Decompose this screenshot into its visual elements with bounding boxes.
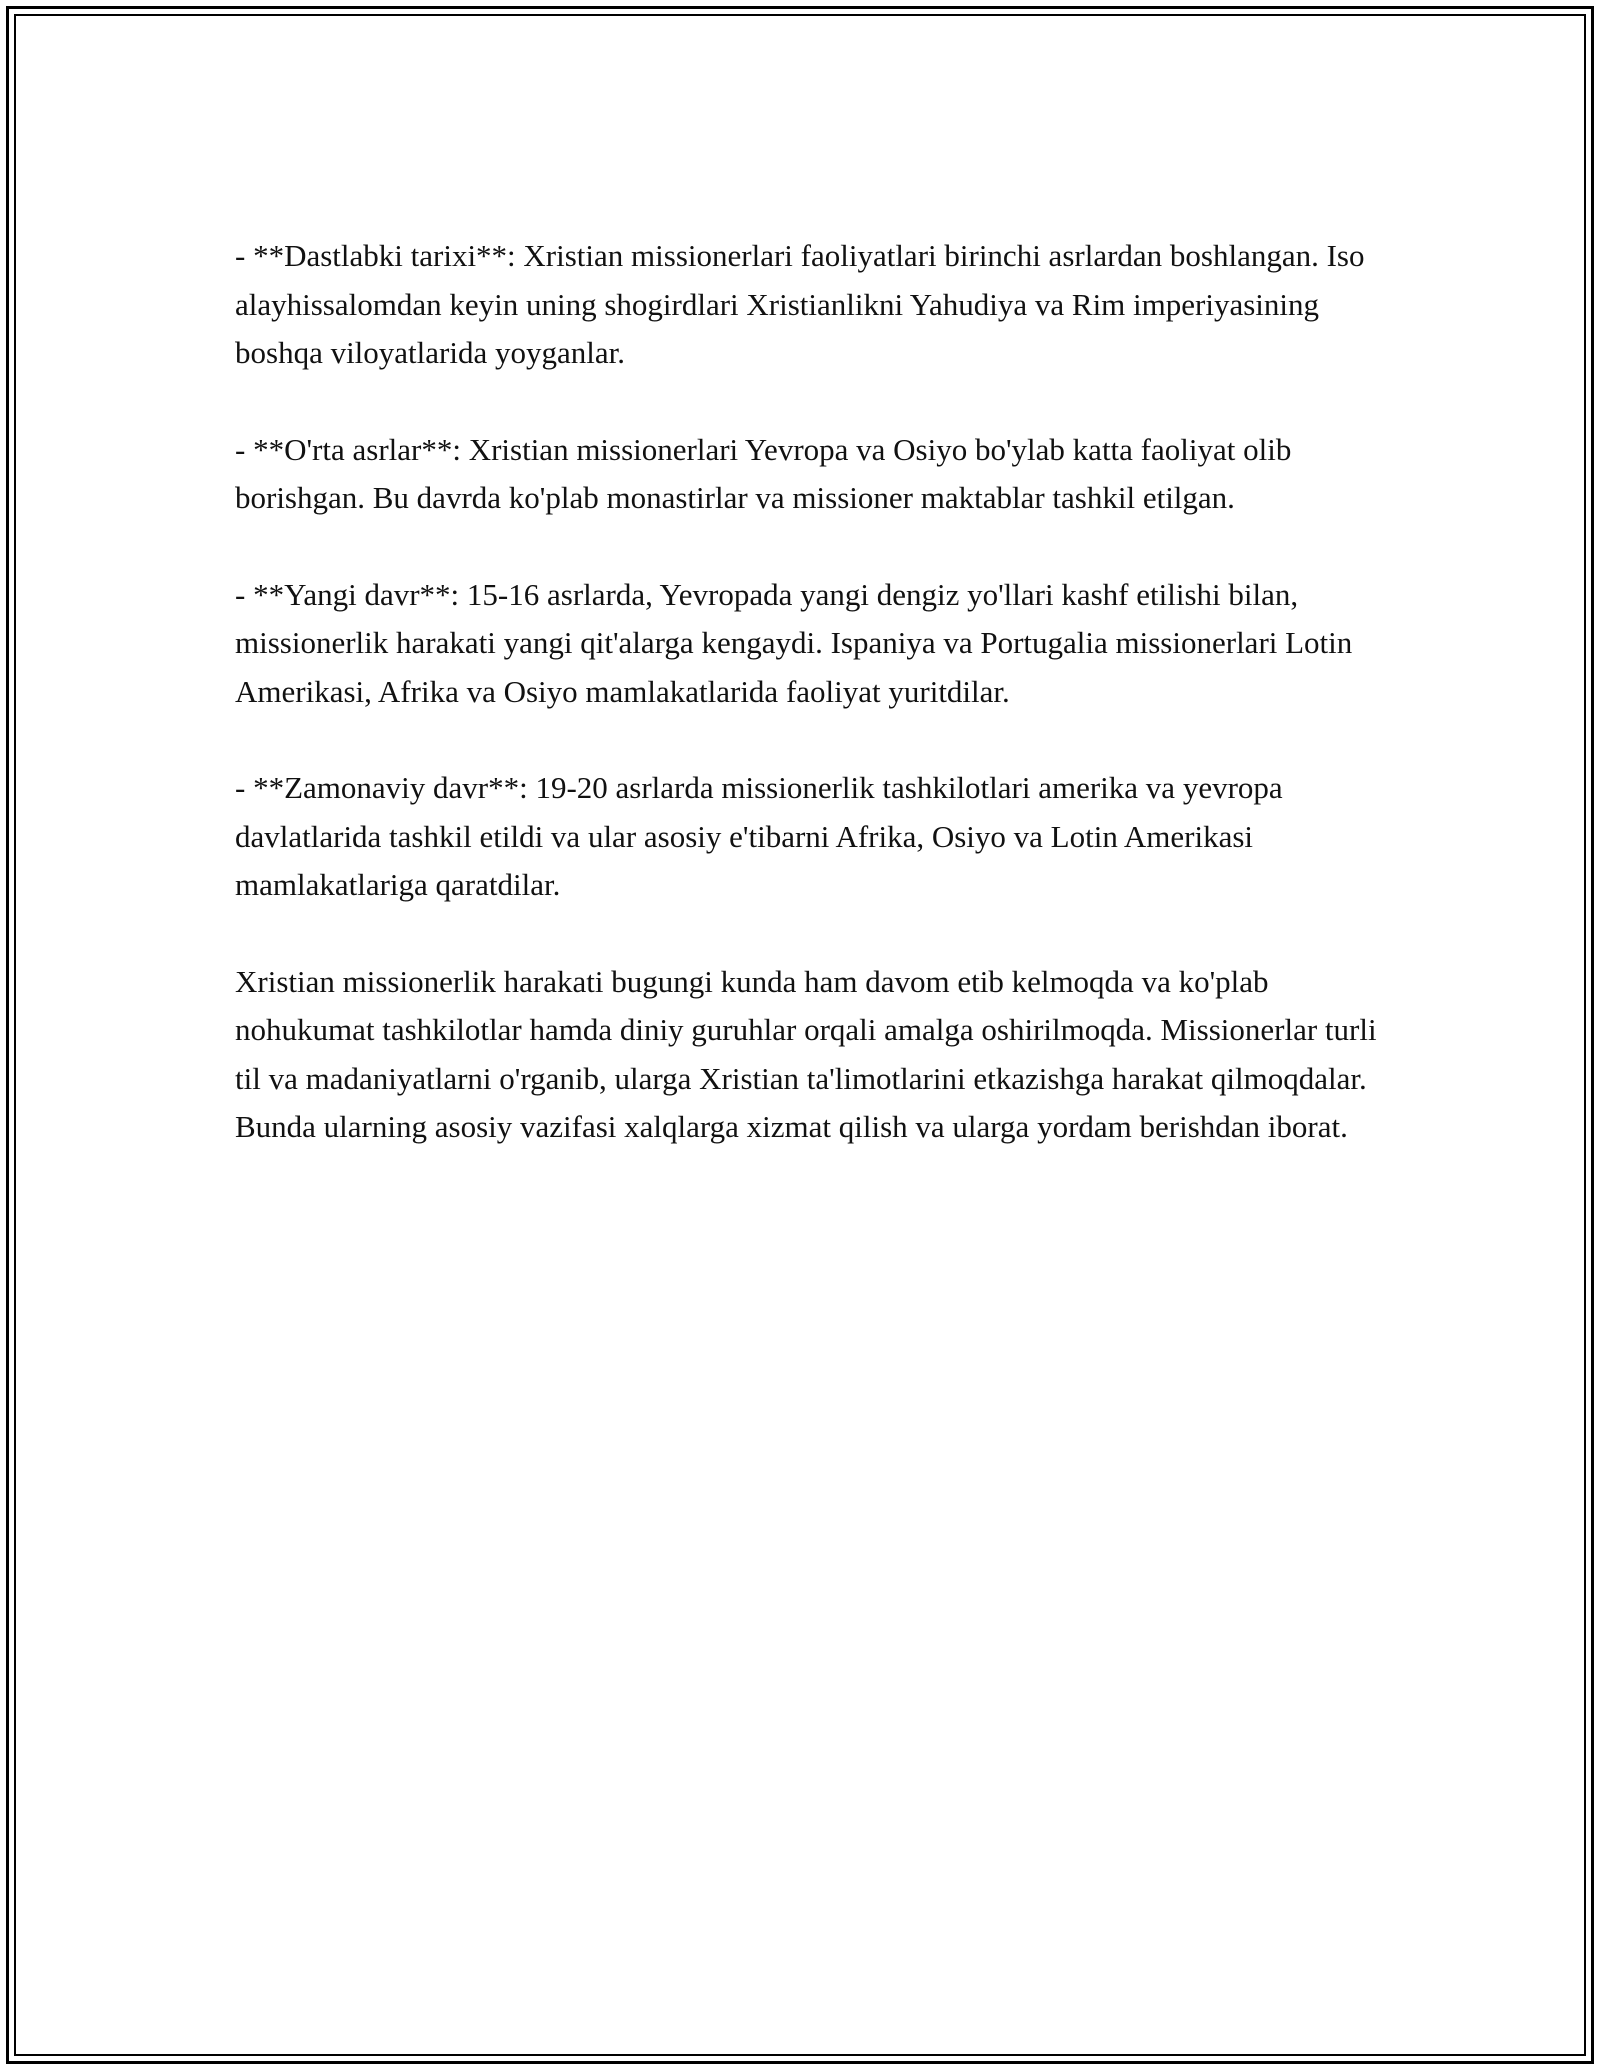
paragraph-dastlabki-tarixi: - **Dastlabki tarixi**: Xristian missionerlari faoliyatlari birinchi asrlardan boshlangan. Iso alayhissalomdan keyin uning shogirdlari Xristianlikni Yahudiya va Rim imperiyasining boshqa viloyatlarida yoyganlar.	[235, 238, 1365, 370]
paragraph-conclusion: Xristian missionerlik harakati bugungi kunda ham davom etib kelmoqda va ko'plab nohukumat tashkilotlar hamda diniy guruhlar orqali amalga oshirilmoqda. Missionerlar turli til va madaniyatlarni o'rganib, ularga Xristian ta'limotlarini etkazishga harakat qilmoqdalar. Bunda ularning asosiy vazifasi xalqlarga xizmat qilish va ularga yordam berishdan iborat.	[235, 963, 1377, 1144]
document-body	[235, 232, 1385, 1200]
paragraph-orta-asrlar: - **O'rta asrlar**: Xristian missionerlari Yevropa va Osiyo bo'ylab katta faoliyat olib borishgan. Bu davrda ko'plab monastirlar va missioner maktablar tashkil etilgan.	[235, 431, 1292, 515]
paragraph-yangi-davr: - **Yangi davr**: 15-16 asrlarda, Yevropada yangi dengiz yo'llari kashf etilishi bilan, missionerlik harakati yangi qit'alarga kengaydi. Ispaniya va Portugalia missionerlari Lotin Amerikasi, Afrika va Osiyo mamlakatlarida faoliyat yuritdilar.	[235, 576, 1353, 709]
paragraph-zamonaviy-davr: - **Zamonaviy davr**: 19-20 asrlarda missionerlik tashkilotlari amerika va yevropa davlatlarida tashkil etildi va ular asosiy e'tibarni Afrika, Osiyo va Lotin Amerikasi mamlakatlariga qaratdilar.	[235, 770, 1283, 902]
